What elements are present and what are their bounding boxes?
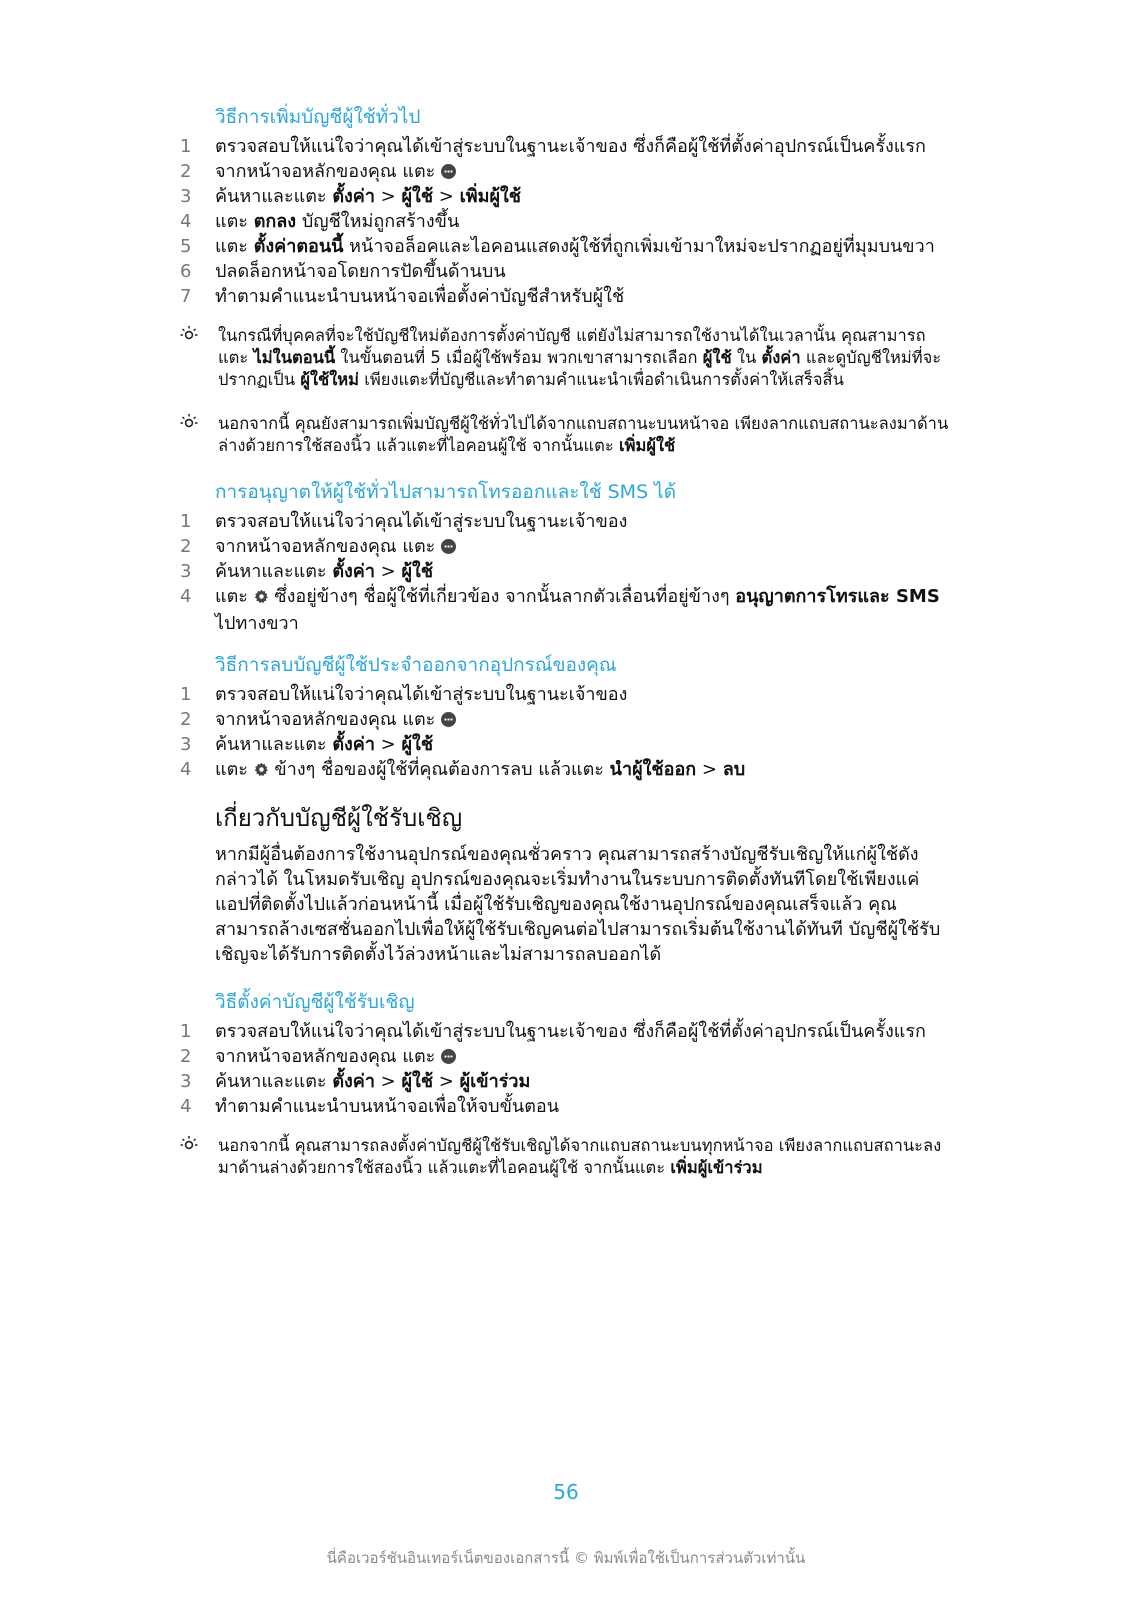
step-text: ตรวจสอบให้แน่ใจว่าคุณได้เข้าสู่ระบบในฐานะเจ้าของ [215,684,628,705]
tip-note [180,1135,950,1179]
tip-lightbulb-icon [180,325,218,391]
step-number: 3 [180,1071,192,1092]
settings-gear-icon [254,759,269,784]
step-number: 5 [180,236,192,257]
tip-lightbulb-icon [180,1135,218,1179]
step-text: แตะ ตั้งค่าตอนนี้ หน้าจอล็อคและไอคอนแสดงผู้ใช้ที่ถูกเพิ่มเข้ามาใหม่จะปรากฏอยู่ที่มุมบนขวา [215,236,935,257]
tip-note [180,325,950,391]
step [180,1019,950,1044]
step-text: ค้นหาและแตะ ตั้งค่า > ผู้ใช้ > ผู้เข้าร่วม [215,1071,531,1092]
steps-remove-user [180,682,950,784]
step [180,159,950,184]
step-number: 4 [180,586,192,607]
step [180,134,950,159]
step-number: 1 [180,511,192,532]
step [180,584,950,636]
step-number: 3 [180,186,192,207]
steps-add-user [180,134,950,309]
tip-text: นอกจากนี้ คุณสามารถลงตั้งค่าบัญชีผู้ใช้รับเชิญได้จากแถบสถานะบนทุกหน้าจอ เพียงลากแถบสถานะลงมาด้านล่างด้วยการใช้สองนิ้ว แล้วแตะที่ไอคอนผู้ใช้ จากนั้นแตะ เพิ่มผู้เข้าร่วม [218,1136,942,1177]
tip-note [180,413,950,457]
step-text: ตรวจสอบให้แน่ใจว่าคุณได้เข้าสู่ระบบในฐานะเจ้าของ ซึ่งก็คือผู้ใช้ที่ตั้งค่าอุปกรณ์เป็นครั้งแรก [215,1021,926,1042]
step-text: ตรวจสอบให้แน่ใจว่าคุณได้เข้าสู่ระบบในฐานะเจ้าของ ซึ่งก็คือผู้ใช้ที่ตั้งค่าอุปกรณ์เป็นครั้งแรก [215,136,926,157]
apps-menu-icon [441,712,456,727]
step [180,682,950,707]
step [180,284,950,309]
step-number: 7 [180,286,192,307]
heading-guest-accounts: เกี่ยวกับบัญชีผู้ใช้รับเชิญ [215,804,463,832]
step [180,732,950,757]
step [180,757,950,784]
footer-note: นี่คือเวอร์ชันอินเทอร์เน็ตของเอกสารนี้ © พิมพ์เพื่อใช้เป็นการส่วนตัวเท่านั้น [326,1549,806,1567]
step-number: 4 [180,1096,192,1117]
paragraph-guest-accounts: หากมีผู้อื่นต้องการใช้งานอุปกรณ์ของคุณชั่วคราว คุณสามารถสร้างบัญชีรับเชิญให้แก่ผู้ใช้ดังกล่าวได้ ในโหมดรับเชิญ อุปกรณ์ของคุณจะเริ่มทำงานในระบบการติดตั้งทันทีโดยใช้เพียงแค่แอปที่ติดตั้งไปแล้วก่อนหน้านี้ เมื่อผู้ใช้รับเชิญของคุณใช้งานอุปกรณ์ของคุณเสร็จแล้ว คุณสามารถล้างเซสชั่นออกไปเพื่อให้ผู้ใช้รับเชิญคนต่อไปสามารถเริ่มต้นใช้งานได้ทันที บัญชีผู้ใช้รับเชิญจะได้รับการติดตั้งไว้ล่วงหน้าและไม่สามารถลบออกได้ [215,844,941,965]
step-text: จากหน้าจอหลักของคุณ แตะ [215,707,950,732]
step-text: จากหน้าจอหลักของคุณ แตะ [215,159,950,184]
step-text: ตรวจสอบให้แน่ใจว่าคุณได้เข้าสู่ระบบในฐานะเจ้าของ [215,511,628,532]
step-text: จากหน้าจอหลักของคุณ แตะ [215,534,950,559]
step [180,209,950,234]
step [180,509,950,534]
step-number: 2 [180,709,192,730]
section-title-allow-calls: การอนุญาตให้ผู้ใช้ทั่วไปสามารถโทรออกและใช้ SMS ได้ [215,481,677,503]
section-title-remove-user: วิธีการลบบัญชีผู้ใช้ประจำออกจากอุปกรณ์ของคุณ [215,654,617,676]
step-number: 2 [180,1046,192,1067]
page-number: 56 [553,1480,579,1504]
step [180,259,950,284]
step-number: 4 [180,211,192,232]
step-text: แตะ ตกลง บัญชีใหม่ถูกสร้างขึ้น [215,211,460,232]
step-text: แตะ ซึ่งอยู่ข้างๆ ชื่อผู้ใช้ที่เกี่ยวข้อง จากนั้นลากตัวเลื่อนที่อยู่ข้างๆ อนุญาตการโทรและ SMS ไปทางขวา [215,586,940,634]
step [180,559,950,584]
tip-text: นอกจากนี้ คุณยังสามารถเพิ่มบัญชีผู้ใช้ทั่วไปได้จากแถบสถานะบนหน้าจอ เพียงลากแถบสถานะลงมาด้านล่างด้วยการใช้สองนิ้ว แล้วแตะที่ไอคอนผู้ใช้ จากนั้นแตะ เพิ่มผู้ใช้ [218,414,949,455]
step-text: ปลดล็อกหน้าจอโดยการปัดขึ้นด้านบน [215,261,506,282]
step-text: แตะ ข้างๆ ชื่อของผู้ใช้ที่คุณต้องการลบ แล้วแตะ นำผู้ใช้ออก > ลบ [215,757,950,784]
step-text: ค้นหาและแตะ ตั้งค่า > ผู้ใช้ [215,561,434,582]
section-title-guest-setup: วิธีตั้งค่าบัญชีผู้ใช้รับเชิญ [215,991,415,1013]
step-number: 1 [180,136,192,157]
steps-guest-setup [180,1019,950,1119]
step-number: 2 [180,161,192,182]
step-number: 2 [180,536,192,557]
page-content [180,104,950,1201]
step [180,184,950,209]
step [180,234,950,259]
step-text: จากหน้าจอหลักของคุณ แตะ [215,1044,950,1069]
apps-menu-icon [441,164,456,179]
step-number: 6 [180,261,192,282]
step-text: ทำตามคำแนะนำบนหน้าจอเพื่อให้จบขั้นตอน [215,1096,560,1117]
step [180,534,950,559]
step-number: 4 [180,759,192,780]
apps-menu-icon [441,539,456,554]
section-title-add-user: วิธีการเพิ่มบัญชีผู้ใช้ทั่วไป [215,106,421,128]
step [180,1094,950,1119]
step-text: ค้นหาและแตะ ตั้งค่า > ผู้ใช้ > เพิ่มผู้ใช้ [215,186,522,207]
step [180,1069,950,1094]
settings-gear-icon [254,586,269,611]
step-text: ค้นหาและแตะ ตั้งค่า > ผู้ใช้ [215,734,434,755]
step [180,1044,950,1069]
apps-menu-icon [441,1049,456,1064]
steps-allow-calls [180,509,950,636]
step-number: 3 [180,734,192,755]
step-number: 3 [180,561,192,582]
tip-lightbulb-icon [180,413,218,457]
step [180,707,950,732]
step-number: 1 [180,1021,192,1042]
tip-text: ในกรณีที่บุคคลที่จะใช้บัญชีใหม่ต้องการตั้งค่าบัญชี แต่ยังไม่สามารถใช้งานได้ในเวลานั้น คุณสามารถแตะ ไม่ในตอนนี้ ในขั้นตอนที่ 5 เมื่อผู้ใช้พร้อม พวกเขาสามารถเลือก ผู้ใช้ ใน ตั้งค่า และดูบัญชีใหม่ที่จะปรากฏเป็น ผู้ใช้ใหม่ เพียงแตะที่บัญชีและทำตามคำแนะนำเพื่อดำเนินการตั้งค่าให้เสร็จสิ้น [218,326,942,389]
step-number: 1 [180,684,192,705]
step-text: ทำตามคำแนะนำบนหน้าจอเพื่อตั้งค่าบัญชีสำหรับผู้ใช้ [215,286,625,307]
